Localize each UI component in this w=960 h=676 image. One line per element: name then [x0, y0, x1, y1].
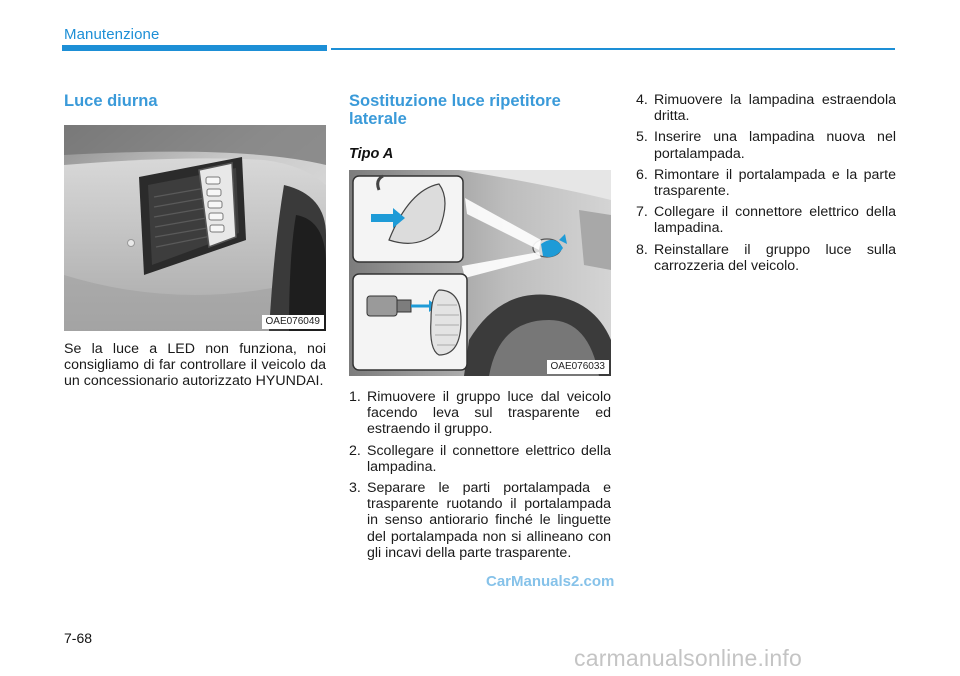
step-text: Scollegare il connettore elettrico della lampadina. — [367, 442, 611, 475]
step-number: 3. — [349, 480, 361, 497]
step-number: 5. — [636, 129, 648, 146]
steps-list-part1 — [349, 389, 611, 561]
step-item — [349, 480, 611, 561]
step-text: Rimuovere il gruppo luce dal veicolo facendo leva sul trasparente ed estraendo il gruppo. — [367, 389, 611, 438]
watermark-overlay: CarManuals2.com — [486, 573, 615, 590]
step-number: 8. — [636, 241, 648, 258]
step-number: 7. — [636, 204, 648, 221]
step-text: Inserire una lampadina nuova nel portalampada. — [654, 129, 896, 162]
step-number: 6. — [636, 166, 648, 183]
step-number: 2. — [349, 442, 361, 459]
section-header-title: Manutenzione — [64, 26, 160, 43]
subheading-type-a: Tipo A — [349, 146, 394, 162]
step-item — [636, 92, 896, 124]
column-right — [636, 92, 896, 279]
steps-list-part2 — [636, 92, 896, 274]
column-left — [64, 92, 326, 390]
bumper-drl-illustration — [64, 125, 326, 331]
step-text: Rimuovere la lampadina estraendola dritta. — [654, 92, 896, 125]
step-item — [636, 242, 896, 274]
page-number: 7-68 — [64, 630, 93, 646]
footer-watermark[interactable]: carmanualsonline.info — [574, 645, 802, 671]
column-middle — [349, 92, 611, 566]
step-item — [636, 204, 896, 236]
header-rule — [331, 48, 895, 50]
step-text: Rimontare il portalampada e la parte trasparente. — [654, 166, 896, 200]
step-item — [349, 443, 611, 475]
figure-code: OAE076033 — [547, 360, 610, 374]
step-text: Reinstallare il gruppo luce sulla carrozzeria del veicolo. — [654, 241, 896, 274]
section-heading-side-repeater: Sostituzione luce ripetitore laterale — [349, 92, 561, 128]
drl-paragraph: Se la luce a LED non funziona, noi consigliamo di far controllare il veicolo da un concessionario autorizzato HYUNDAI. — [64, 341, 326, 390]
step-item — [636, 167, 896, 199]
step-text: Collegare il connettore elettrico della lampadina. — [654, 204, 896, 237]
section-heading-luce-diurna: Luce diurna — [64, 92, 158, 110]
figure-daytime-running-light — [64, 125, 326, 331]
figure-side-repeater — [349, 170, 611, 376]
step-item — [349, 389, 611, 438]
header-accent-bar — [62, 45, 327, 51]
step-item — [636, 129, 896, 161]
step-number: 1. — [349, 389, 361, 405]
step-text: Separare le parti portalampada e trasparente ruotando il portalampada in senso antiorario finché le linguette del portalampada non si allineano con gli incavi della parte trasparente. — [367, 480, 611, 561]
figure-code: OAE076049 — [262, 315, 325, 329]
step-number: 4. — [636, 92, 648, 108]
side-repeater-illustration — [349, 170, 611, 376]
